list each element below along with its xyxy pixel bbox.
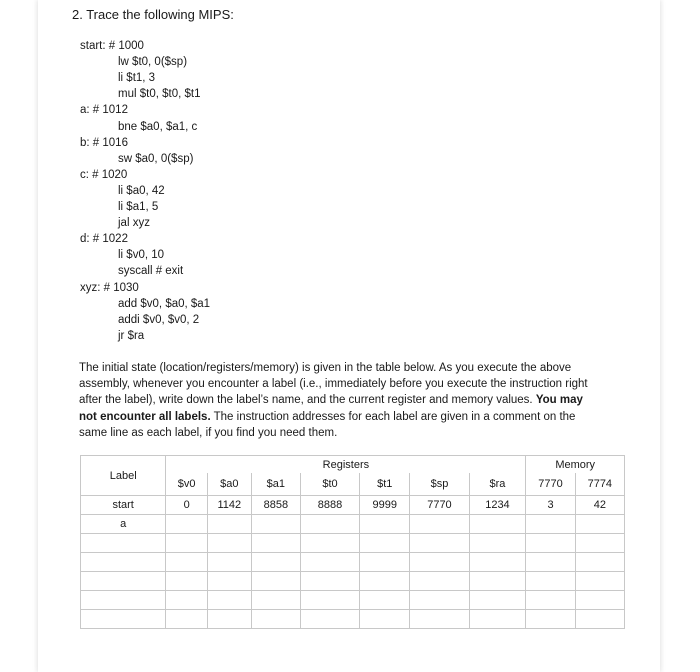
code-instruction-line: jal xyz [118, 217, 150, 230]
value-cell [575, 591, 624, 610]
code-label-line: b: # 1016 [80, 136, 128, 149]
value-cell [575, 553, 624, 572]
value-cell [526, 534, 575, 553]
table-row [81, 572, 625, 591]
row-label-cell [81, 610, 166, 629]
value-cell [207, 534, 251, 553]
value-cell [300, 515, 359, 534]
row-label-cell: start [81, 496, 166, 515]
table-row [81, 515, 625, 534]
value-cell [469, 591, 526, 610]
value-cell [410, 572, 469, 591]
value-cell [575, 534, 624, 553]
value-cell [300, 534, 359, 553]
value-cell [166, 534, 208, 553]
value-cell [575, 572, 624, 591]
value-cell [360, 572, 410, 591]
instructions-bold-text: You may not encounter all labels. [79, 394, 583, 423]
code-instruction-line: li $a1, 5 [118, 201, 159, 213]
row-label-cell [81, 553, 166, 572]
row-label-cell [81, 572, 166, 591]
column-header-cell: $sp [410, 473, 469, 496]
value-cell [360, 534, 410, 553]
value-cell [207, 553, 251, 572]
value-cell [300, 553, 359, 572]
value-cell [300, 610, 359, 629]
column-header-cell: $a0 [207, 473, 251, 496]
instructions-text-2: The instruction addresses for each label are given in a comment on the same line as each label, if you find you need them. [79, 410, 576, 439]
code-label-line: c: # 1020 [80, 168, 128, 181]
value-cell [166, 591, 208, 610]
value-cell [526, 610, 575, 629]
code-instruction-line: addi $v0, $v0, 2 [118, 313, 200, 326]
table-row [81, 591, 625, 610]
value-cell [360, 515, 410, 534]
code-instruction-line: add $v0, $a0, $a1 [118, 297, 211, 310]
code-label-line: d: # 1022 [80, 233, 128, 246]
value-cell [251, 572, 300, 591]
code-label-line: xyz: # 1030 [80, 281, 139, 294]
label-header-cell: Label [81, 456, 166, 496]
code-instruction-line: syscall # exit [118, 265, 184, 278]
table-row [81, 610, 625, 629]
table-row [81, 534, 625, 553]
value-cell [166, 553, 208, 572]
value-cell [300, 591, 359, 610]
value-cell: 7770 [410, 496, 469, 515]
row-label-cell [81, 534, 166, 553]
column-header-cell: $t1 [360, 473, 410, 496]
instructions-paragraph [79, 360, 599, 441]
code-instruction-line: li $v0, 10 [118, 249, 165, 262]
value-cell [469, 553, 526, 572]
value-cell: 42 [575, 496, 624, 515]
value-cell [469, 515, 526, 534]
table-header-top-row [81, 456, 625, 474]
code-label-line: a: # 1012 [80, 104, 128, 117]
value-cell: 1234 [469, 496, 526, 515]
row-label-cell [81, 591, 166, 610]
value-cell: 3 [526, 496, 575, 515]
value-cell [251, 515, 300, 534]
value-cell [575, 515, 624, 534]
code-instruction-line: mul $t0, $t0, $t1 [118, 88, 201, 101]
table-row [81, 553, 625, 572]
column-header-cell: $a1 [251, 473, 300, 496]
code-instruction-line: jr $ra [118, 329, 145, 342]
memory-header-cell: Memory [526, 456, 625, 474]
value-cell [251, 591, 300, 610]
value-cell [410, 553, 469, 572]
value-cell [360, 553, 410, 572]
code-instruction-line: sw $a0, 0($sp) [118, 152, 194, 165]
value-cell [410, 515, 469, 534]
value-cell [251, 553, 300, 572]
value-cell [410, 610, 469, 629]
value-cell [166, 515, 208, 534]
code-label-line: start: # 1000 [80, 40, 144, 52]
code-instruction-line: li $a0, 42 [118, 184, 165, 197]
instructions-text-1: The initial state (location/registers/memory) is given in the table below. As you execute the above assembly, whenever you encounter a label (i.e., immediately before you execute the instruction right after the label), write down the label’s name, and the current register and memory values. [79, 362, 588, 407]
value-cell [207, 591, 251, 610]
value-cell [575, 610, 624, 629]
value-cell [207, 572, 251, 591]
question-title: 2. Trace the following MIPS: [72, 7, 234, 22]
value-cell: 8888 [300, 496, 359, 515]
value-cell [410, 591, 469, 610]
trace-table [80, 455, 625, 629]
value-cell [526, 572, 575, 591]
column-header-cell: $t0 [300, 473, 359, 496]
value-cell [526, 591, 575, 610]
column-header-cell: $ra [469, 473, 526, 496]
value-cell [469, 534, 526, 553]
value-cell [526, 553, 575, 572]
row-label-cell: a [81, 515, 166, 534]
column-header-cell: 7774 [575, 473, 624, 496]
value-cell [469, 610, 526, 629]
value-cell [166, 610, 208, 629]
value-cell [469, 572, 526, 591]
column-header-cell: $v0 [166, 473, 208, 496]
value-cell [526, 515, 575, 534]
value-cell [207, 515, 251, 534]
value-cell: 9999 [360, 496, 410, 515]
code-instruction-line: bne $a0, $a1, c [118, 120, 198, 133]
column-header-cell: 7770 [526, 473, 575, 496]
value-cell [410, 534, 469, 553]
code-instruction-line: li $t1, 3 [118, 72, 156, 85]
value-cell [207, 610, 251, 629]
value-cell [360, 610, 410, 629]
value-cell [166, 572, 208, 591]
registers-header-cell: Registers [166, 456, 526, 474]
value-cell [300, 572, 359, 591]
value-cell: 8858 [251, 496, 300, 515]
value-cell [251, 534, 300, 553]
table-row [81, 496, 625, 515]
value-cell [251, 610, 300, 629]
code-instruction-line: lw $t0, 0($sp) [118, 56, 188, 69]
value-cell: 0 [166, 496, 208, 515]
value-cell [360, 591, 410, 610]
value-cell: 1142 [207, 496, 251, 515]
